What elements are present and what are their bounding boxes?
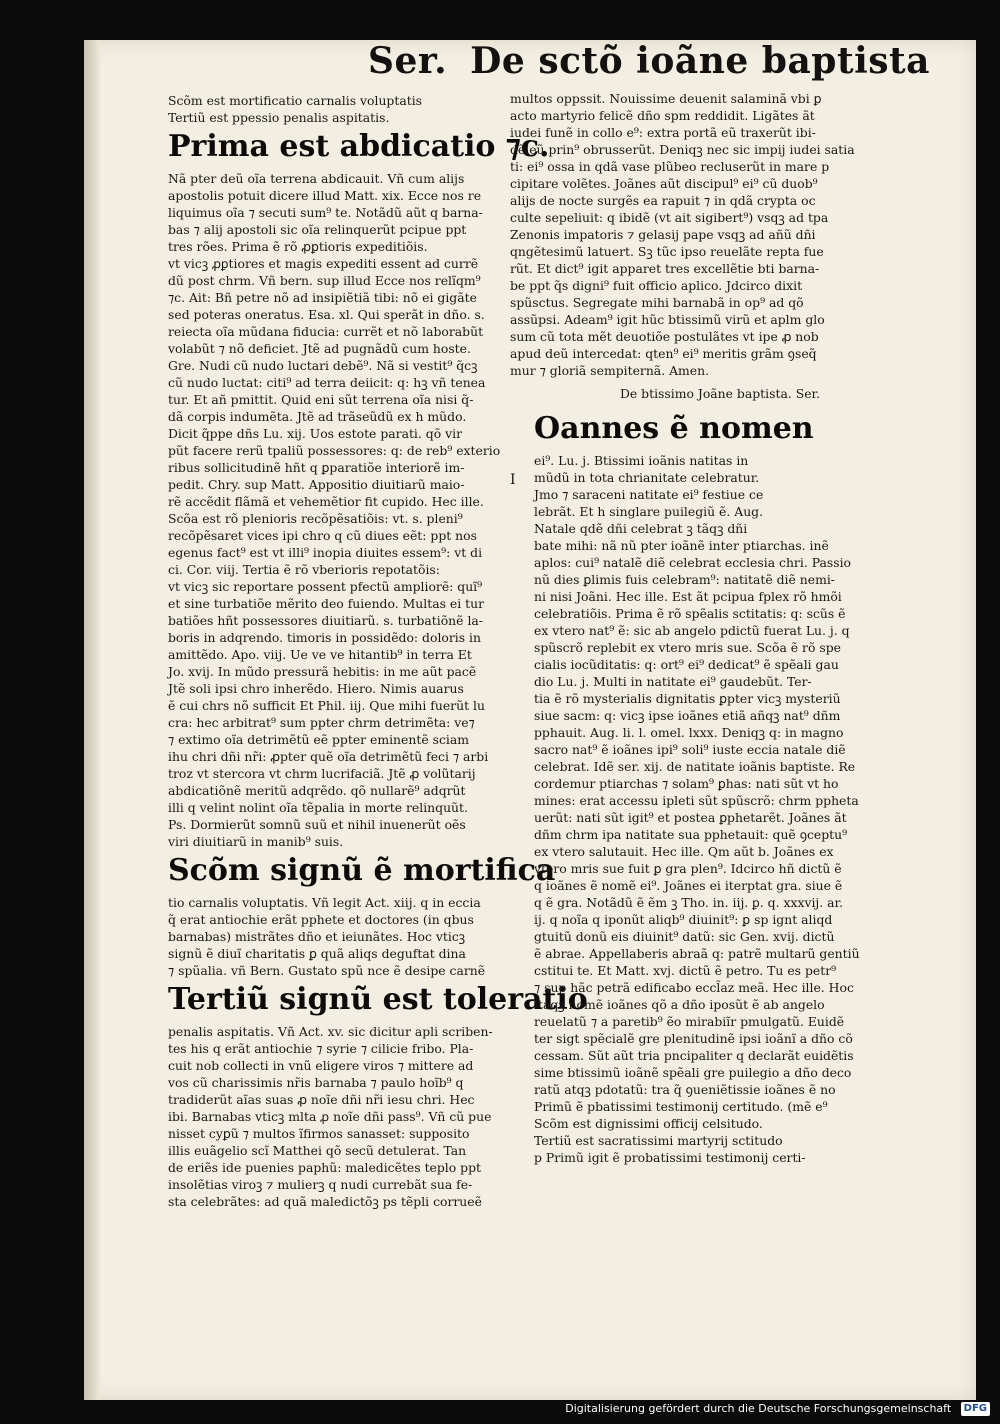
text-line: acto martyrio felicẽ dño spm reddidit. Ligãtes ãt	[510, 108, 815, 123]
text-line: signũ ẽ diuĩ charitatis ꝑ quã aliqs deguftat dina	[168, 946, 466, 961]
text-line: Dicit q̃ppe dñs Lu. xij. Uos estote parati. qõ vir	[168, 426, 462, 441]
text-line: Tertiũ est ppessio penalis aspitatis.	[168, 110, 390, 125]
text-line: nũ dies ꝑlimis fuis celebram⁹: natitatẽ diẽ nemi-	[534, 572, 835, 587]
text-line: nisset cyꝑũ ⁊ multos ĩfirmos sanasset: supposito	[168, 1126, 470, 1141]
text-line: Gre. Nudi cũ nudo luctari debẽ⁹. Nã si vestit⁹ q̃cꝫ	[168, 358, 478, 373]
text-line: pedit. Chry. sup Matt. Appositio diuitiarũ maio-	[168, 477, 465, 492]
text-line: vt vicꝫ ꝓꝑtiores et magis expediti essent ad currẽ	[168, 256, 479, 271]
text-line: cipitare volẽtes. Joãnes aũt discipul⁹ ei⁹ cũ duob⁹	[510, 176, 818, 191]
text-line: spũscrõ replebit ex vtero mris sue. Scõa ẽ rõ spe	[534, 640, 841, 655]
text-line: abdicatiõnẽ meritũ adqrẽdo. qõ nullarẽ⁹ adqrũt	[168, 783, 466, 798]
text-line: ẽ abrae. Appellaberis abraã q: patrẽ multarũ gentiũ	[534, 946, 860, 961]
text-line: pũt facere rerũ tpaliũ possessores: q: de reb⁹ exterio	[168, 443, 501, 458]
text-line: penalis aspitatis. Vñ Act. xv. sic dicitur apli scriben-	[168, 1024, 493, 1039]
text-line: ex vtero nat⁹ ẽ: sic ab angelo pdictũ fuerat Lu. j. q	[534, 623, 850, 638]
text-line: ratũ atqꝫ pdotatũ: tra q̃ ꝯueniẽtissie ioãnes ẽ no	[534, 1082, 836, 1097]
heading-tertium: Tertiũ signũ est toleratio	[168, 982, 588, 1017]
text-line: illis euãgelio scĩ Matthei qõ secũ detulerat. Tan	[168, 1143, 467, 1158]
text-line: dio Lu. j. Multi in natitate ei⁹ gaudebũt. Ter-	[534, 674, 812, 689]
text-line: vtero mris sue fuit ꝑ gra plen⁹. Idcirco hñ dictũ ẽ	[534, 861, 842, 876]
text-line: ij. q noĩa q iponũt aliqb⁹ diuinit⁹: ꝑ sp ignt aliqd	[534, 912, 833, 927]
text-line: de eriẽs ide puenies paphũ: maledicẽtes teplo ppt	[168, 1160, 482, 1175]
text-line: ti: ei⁹ ossa in qdã vase plũbeo recluserũt in mare p	[510, 159, 830, 174]
sermon-subtitle: De btissimo Joãne baptista. Ser.	[619, 386, 821, 401]
text-line: Jmo ⁊ saraceni natitate ei⁹ festiue ce	[534, 487, 764, 502]
text-line: tradiderũt aĩas suas ꝓ noĩe dñi nr̃i iesu chri. Hec	[168, 1092, 475, 1107]
text-line: bate mihi: nã nũ pter ioãnẽ inter ptiarchas. inẽ	[534, 538, 829, 553]
text-line: q̃ erat antiochie erãt pphete et doctores (in qbus	[168, 912, 474, 927]
text-line: Scõa est rõ plenioris recõpẽsatiõis: vt. s. pleni⁹	[168, 511, 463, 526]
text-line: Natale qdẽ dñi celebrat ꝫ tãqꝫ dñi	[534, 521, 748, 536]
left-body-3	[168, 1023, 568, 1210]
text-line: culte sepeliuit: q ibidẽ (vt ait sigibert⁹) vsqꝫ ad tpa	[510, 210, 829, 225]
text-line: Jo. xvij. In mũdo pressurã hebitis: in me aũt pacẽ	[168, 664, 477, 679]
text-line: dñm chrm ipa natitate sua pphetauit: quẽ ꝯceptu⁹	[534, 827, 848, 842]
text-line: ni nisi Joãni. Hec ille. Est ãt pcipua fplex rõ hmõi	[534, 589, 842, 604]
left-intro	[168, 92, 568, 126]
text-line: mines: erat accessu ipleti sũt spũscrõ: chrm ppheta	[534, 793, 859, 808]
text-line: viri diuitiarũ in manib⁹ suis.	[168, 834, 344, 849]
text-line: cũ nudo luctat: citi⁹ ad terra deiicit: q: hꝫ vñ tenea	[168, 375, 486, 390]
text-line: cuit nob collecti in vnũ eligere viros ⁊ mittere ad	[168, 1058, 474, 1073]
text-line: multos oppssit. Nouissime deuenit salaminã vbi ꝑ	[510, 91, 822, 106]
text-line: ci. Cor. viij. Tertia ẽ rõ vberioris repotatõis:	[168, 562, 440, 577]
sermon-opening	[510, 408, 930, 1166]
text-line: ẽ cui chrs nõ sufficit Et Phil. iij. Que mihi fuerũt lu	[168, 698, 485, 713]
heading-secundum: Scõm signũ ẽ mortifica	[168, 853, 556, 888]
running-header	[368, 40, 940, 82]
text-line: Tertiũ est sacratissimi martyrij sctitudo	[534, 1133, 783, 1148]
text-line: Primũ ẽ pbatissimi testimonij certitudo. (mẽ e⁹	[534, 1099, 828, 1114]
text-line: illi q velint nolint oĩa tẽpalia in morte relinquũt.	[168, 800, 468, 815]
text-line: tio carnalis voluptatis. Vñ legit Act. xiij. q in eccia	[168, 895, 481, 910]
text-line: reuelatũ ⁊ a paretib⁹ ẽo mirabiĩr pmulgatũ. Euidẽ	[534, 1014, 845, 1029]
text-line: ihu chri dñi nr̃i: ꝓpter quẽ oĩa detrimẽtũ feci ⁊ arbi	[168, 749, 489, 764]
binding-edge	[84, 40, 100, 1400]
text-line: pphauit. Aug. li. l. omel. lxxx. Deniqꝫ q: in magno	[534, 725, 844, 740]
text-line: bas ⁊ alij apostoli sic oĩa relinquerũt pcipue ppt	[168, 222, 467, 237]
text-line: iudei funẽ in collo e⁹: extra portã eũ traxerũt ibi-	[510, 125, 816, 140]
text-line: boris in adqrendo. timoris in possidẽdo: doloris in	[168, 630, 481, 645]
text-line: mur ⁊ gloriã sempiternã. Amen.	[510, 363, 710, 378]
text-line: vos cũ charissimis nr̃is barnaba ⁊ paulo hoĩb⁹ q	[168, 1075, 464, 1090]
text-line: ⁊ extimo oĩa detrimẽtũ eẽ ppter eminentẽ sciam	[168, 732, 469, 747]
text-line: aplos: cui⁹ natalẽ diẽ celebrat ecclesia chri. Passio	[534, 555, 852, 570]
header-prefix: Ser.	[368, 40, 448, 82]
text-line: Ps. Dormierũt somnũ suũ et nihil inuenerũt oẽs	[168, 817, 466, 832]
footer-text: Digitalisierung gefördert durch die Deutsche Forschungsgemeinschaft	[565, 1402, 952, 1415]
text-line: mũdũ in tota chrianitate celebratur.	[534, 470, 760, 485]
text-line: vt vicꝫ sic reportare possent pfectũ ampliorẽ: quĩ⁹	[168, 579, 483, 594]
text-line: p Primũ igit ẽ probatissimi testimonij certi-	[534, 1150, 806, 1165]
right-body-1	[510, 90, 930, 379]
text-line: cra: hec arbitrat⁹ sum ppter chrm detrimẽta: ve⁊	[168, 715, 475, 730]
text-line: recõpẽsaret vices ipi chro q cũ diues eẽt: ppt nos	[168, 528, 477, 543]
text-line: Scõm est mortificatio carnalis voluptatis	[168, 93, 423, 108]
text-line: ex vtero salutauit. Hec ille. Qm aũt b. Joãnes ex	[534, 844, 834, 859]
text-line: ribus sollicitudinẽ hñt q ꝑparatiõe interiorẽ im-	[168, 460, 465, 475]
text-line: troz vt stercora vt chrm lucrifaciã. Jtẽ ꝓ volũtarij	[168, 766, 476, 781]
left-body-2	[168, 894, 568, 979]
initial-guide-letter: I	[510, 472, 516, 488]
text-line: qngẽtesimũ latuert. Sꝫ tũc ipso reuelãte repta fue	[510, 244, 824, 259]
text-line: Scõm est dignissimi officij celsitudo.	[534, 1116, 763, 1131]
text-line: Nã pter deũ oĩa terrena abdicauit. Vñ cum alijs	[168, 171, 465, 186]
text-line: itaqꝫ nomẽ ioãnes qõ a dño iposũt ẽ ab angelo	[534, 997, 825, 1012]
text-line: uerũt: nati sũt igit⁹ et postea ꝑphetarẽt. Joãnes ãt	[534, 810, 847, 825]
text-line: reiecta oĩa mũdana fiducia: currẽt et nõ laborabũt	[168, 324, 484, 339]
text-line: tia ẽ rõ mysterialis dignitatis ꝑpter vicꝫ mysteriũ	[534, 691, 841, 706]
text-line: ⁊ sup hãc petrã edificabo eccl̃az meã. Hec ille. Hoc	[534, 980, 854, 995]
right-column	[510, 90, 930, 1180]
text-line: ⁊c. Ait: Bñ petre nõ ad insipiẽtiã tibi: nõ ei gigãte	[168, 290, 477, 305]
text-line: apud deũ intercedat: qten⁹ ei⁹ meritis grãm ꝯseq̃	[510, 346, 817, 361]
text-line: gtuitũ donũ eis diuinit⁹ datũ: sic Gen. xvij. dictũ	[534, 929, 835, 944]
dfg-logo: DFG	[961, 1402, 990, 1416]
footer-credit	[520, 1400, 990, 1418]
text-line: celebrat. Idẽ ser. xij. de natitate ioãnis baptiste. Re	[534, 759, 856, 774]
right-body-2	[534, 452, 930, 1166]
text-line: dã corpis indumẽta. Jtẽ ad trãseũdũ ex h mũdo.	[168, 409, 467, 424]
text-line: Zenonis impatoris ⁊ gelasij pape vsqꝫ ad añũ dñi	[510, 227, 816, 242]
text-line: tes his q erãt antiochie ⁊ syrie ⁊ cilicie fribo. Pla-	[168, 1041, 474, 1056]
text-line: siue sacm: q: vicꝫ ipse ioãnes etiã añqꝫ nat⁹ dñm	[534, 708, 841, 723]
text-line: spũsctus. Segregate mihi barnabã in op⁹ ad qõ	[510, 295, 804, 310]
heading-prima: Prima est abdicatio ⁊c.	[168, 129, 550, 164]
text-line: sta celebrãtes: ad quã maledictõꝫ ps tẽpli corrueẽ	[168, 1194, 482, 1209]
text-line: q ioãnes ẽ nomẽ ei⁹. Joãnes ei iterptat gra. siue ẽ	[534, 878, 843, 893]
text-line: ter sigt spẽcialẽ gre plenitudinẽ ipsi ioãnĩ a dño cõ	[534, 1031, 853, 1046]
text-line: lebrãt. Et h singlare puilegiũ ẽ. Aug.	[534, 504, 764, 519]
text-line: rẽ accẽdit flãmã et vehemẽtior fit cupido. Hec ille.	[168, 494, 484, 509]
header-title: De sctõ ioãne baptista	[470, 40, 930, 82]
text-line: et sine turbatiõe mẽrito deo fuiendo. Multas ei tur	[168, 596, 485, 611]
text-line: sum cũ tota mẽt deuotiõe postulãtes vt ipe ꝓ nob	[510, 329, 819, 344]
text-line: alijs de nocte surgẽs ea rapuit ⁊ in qdã crypta oc	[510, 193, 816, 208]
heading-ioannes: Oannes ẽ nomen	[534, 411, 814, 446]
text-line: sed poteras oneratus. Esa. xl. Qui sperãt in dño. s.	[168, 307, 485, 322]
text-line: cstitui te. Et Matt. xvj. dictũ ẽ petro. Tu es petr⁹	[534, 963, 837, 978]
text-line: egenus fact⁹ est vt illi⁹ inopia diuites essem⁹: vt di	[168, 545, 483, 560]
text-line: tres rões. Prima ẽ rõ ꝓꝑtioris expeditiõis.	[168, 239, 428, 254]
text-line: apostolis potuit dicere illud Matt. xix. Ecce nos re	[168, 188, 482, 203]
text-line: cialis iocũditatis: q: ort⁹ ei⁹ dedicat⁹ ẽ spẽali gau	[534, 657, 839, 672]
text-line: tur. Et añ pmittit. Quid eni sũt terrena oĩa nisi q̃-	[168, 392, 474, 407]
text-line: sime btissimũ ioãnẽ spẽali gre puilegio a dño deco	[534, 1065, 852, 1080]
text-line: celebratiõis. Prima ẽ rõ spẽalis sctitatis: q: scũs ẽ	[534, 606, 846, 621]
text-line: be ppt q̃s digni⁹ fuit officio aplico. Jdcirco dixit	[510, 278, 803, 293]
text-line: barnabas) mistrãtes dño et ieiunãtes. Hoc vticꝫ	[168, 929, 466, 944]
text-line: insolẽtias viroꝫ ⁊ mulierꝫ q nudi currebãt sua fe-	[168, 1177, 473, 1192]
left-column	[168, 92, 588, 1209]
text-line: cessam. Sũt aũt tria pncipaliter q declarãt euidẽtis	[534, 1048, 854, 1063]
text-line: q ẽ gra. Notãdũ ẽ ẽm ꝫ Tho. in. iij. ꝑ. q. xxxvij. ar.	[534, 895, 844, 910]
left-body-1	[168, 170, 568, 850]
text-line: volabũt ⁊ nõ deficiet. Jtẽ ad pugnãdũ cum hoste.	[168, 341, 471, 356]
text-line: dũ post chrm. Vñ bern. sup illud Ecce nos relĩqm⁹	[168, 273, 481, 288]
text-line: ei⁹. Lu. j. Btissimi ioãnis natitas in	[534, 453, 749, 468]
text-line: ibi. Barnabas vticꝫ mlta ꝓ noĩe dñi pass⁹. Vñ cũ pue	[168, 1109, 492, 1124]
text-line: batiões hñt possessores diuitiarũ. s. turbatiõnẽ la-	[168, 613, 483, 628]
text-line: rũt. Et dict⁹ igit apparet tres excellẽtie bti barna-	[510, 261, 820, 276]
text-line: sacro nat⁹ ẽ ioãnes ipi⁹ soli⁹ iuste eccia natale diẽ	[534, 742, 846, 757]
text-line: cordemur ptiarchas ⁊ solam⁹ ꝑhas: nati sũt vt ho	[534, 776, 839, 791]
text-line: ⁊ spũalia. vñ Bern. Gustato spũ nce ẽ desipe carnẽ	[168, 963, 486, 978]
text-line: dẽ eũ prin⁹ obrusserũt. Deniqꝫ nec sic impij iudei satia	[510, 142, 855, 157]
text-line: Jtẽ soli ipsi chro inherẽdo. Hiero. Nimis auarus	[168, 681, 464, 696]
text-line: assũpsi. Adeam⁹ igit hũc btissimũ virũ et aplm glo	[510, 312, 825, 327]
text-line: amittẽdo. Apo. viij. Ue ve ve hitantib⁹ in terra Et	[168, 647, 472, 662]
text-line: liquimus oĩa ⁊ secuti sum⁹ te. Notãdũ aũt q barna-	[168, 205, 483, 220]
